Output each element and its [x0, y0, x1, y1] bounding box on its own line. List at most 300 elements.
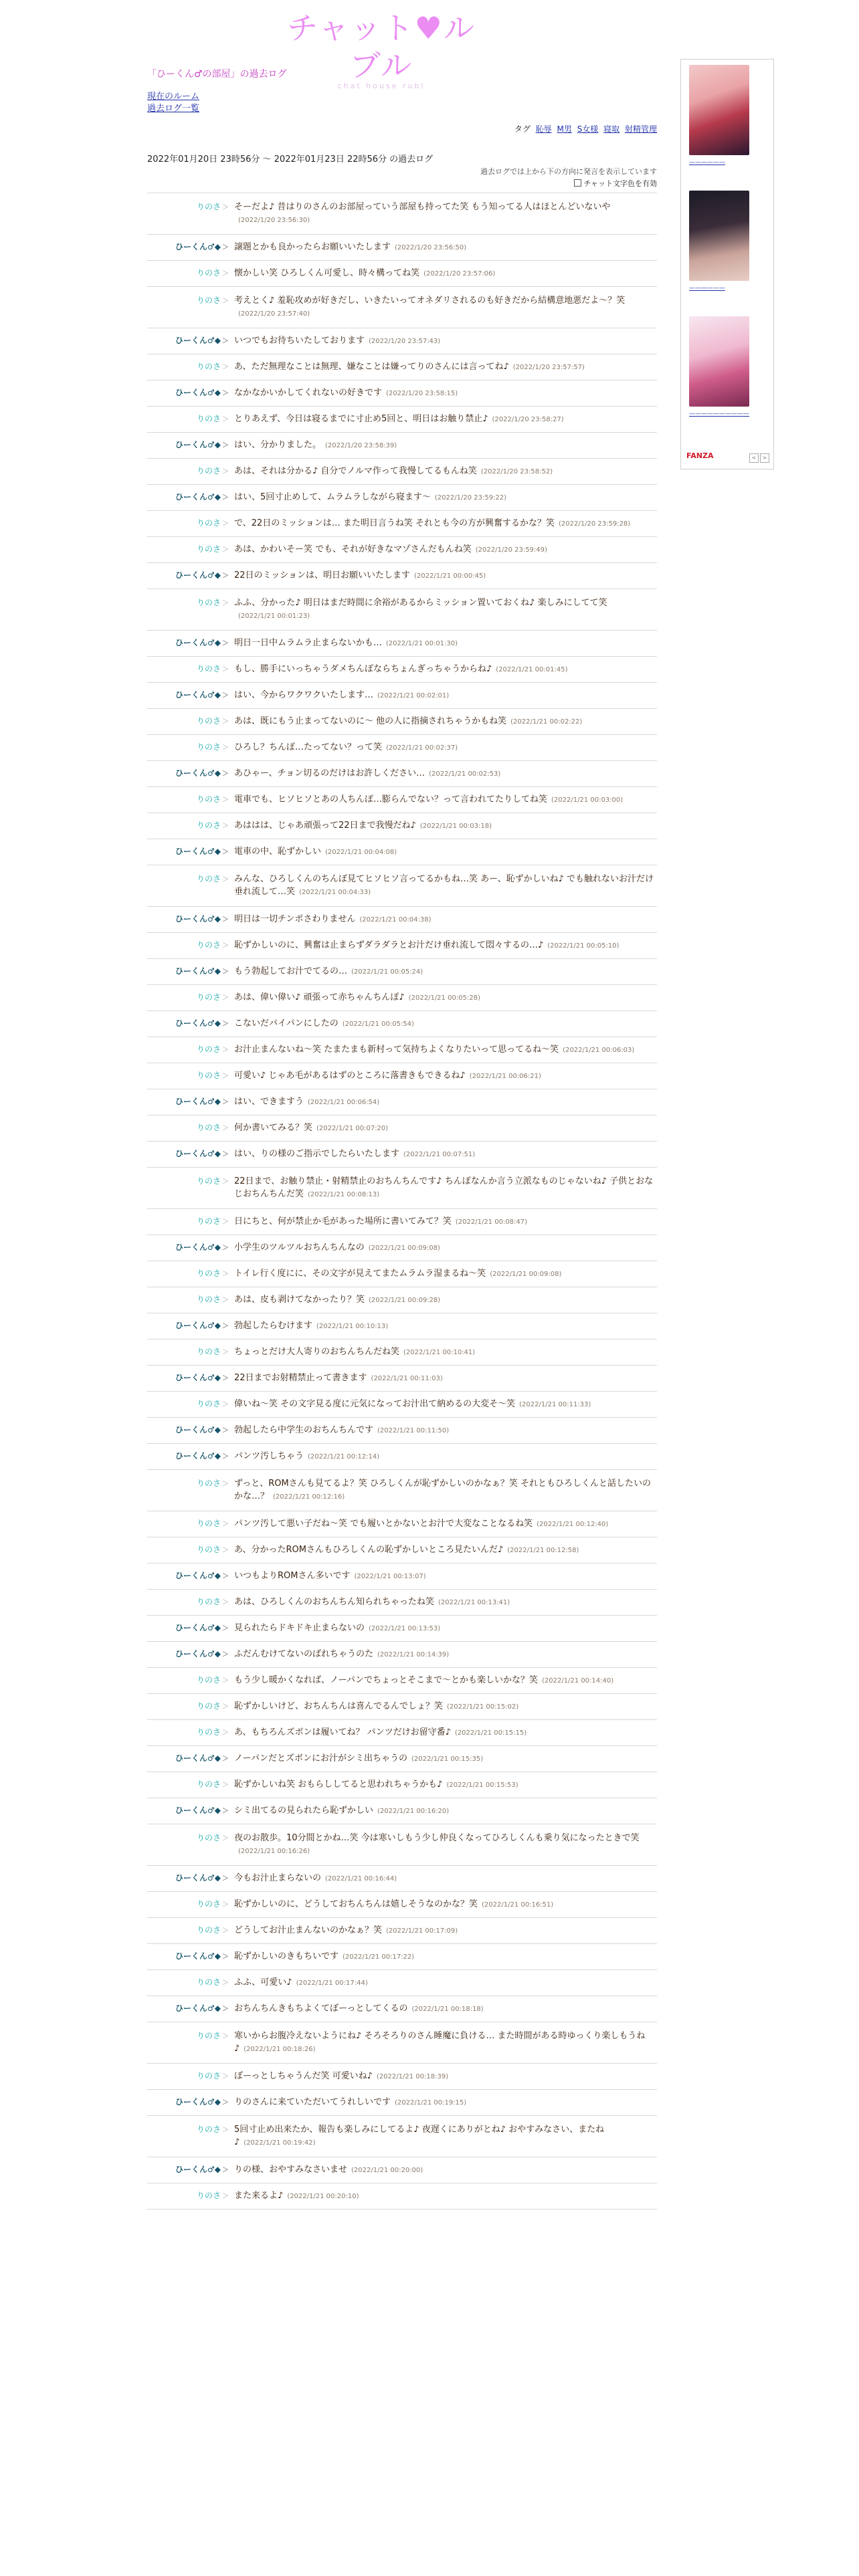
message-body	[234, 1424, 657, 1437]
message-body	[234, 1293, 657, 1307]
speaker-label: りのさ	[196, 1399, 221, 1408]
message-body	[234, 637, 657, 650]
pointer-icon: ＞	[222, 1178, 229, 1186]
log-list-link[interactable]: 過去ログ一覧	[147, 104, 200, 114]
message-body	[234, 1596, 657, 1609]
pointer-icon: ＞	[222, 823, 229, 830]
pointer-icon: ＞	[222, 942, 229, 950]
chat-row	[147, 1209, 657, 1235]
message-body	[234, 334, 657, 348]
speaker-label: りのさ	[196, 1977, 221, 1987]
tag-link[interactable]: 恥辱	[535, 124, 552, 134]
timestamp: (2022/1/21 00:12:16)	[273, 1493, 345, 1501]
message-body	[234, 2163, 657, 2177]
chat-row	[147, 683, 657, 709]
message-body	[234, 1017, 657, 1031]
pointer-icon: ＞	[222, 1927, 229, 1935]
speaker-label: ひーくん♂◆	[175, 440, 221, 449]
pointer-icon: ＞	[222, 718, 229, 726]
speaker-label: ひーくん♂◆	[175, 966, 221, 976]
pointer-icon: ＞	[222, 666, 229, 673]
chat-row	[147, 381, 657, 407]
message-text: みんな、ひろしくんのちんぽ見てヒソヒソ言ってるかもね…笑 あー、恥ずかしいね♪ でも触れないお汁だけ垂れ流して…笑	[234, 874, 654, 897]
chat-row	[147, 933, 657, 959]
speaker-label: りのさ	[196, 716, 221, 726]
tag-bar	[147, 123, 657, 134]
speaker-name	[147, 1319, 234, 1333]
speaker-name	[147, 913, 234, 926]
speaker-name	[147, 741, 234, 754]
pointer-icon: ＞	[222, 692, 229, 700]
speaker-name	[147, 767, 234, 780]
ad-banner[interactable]	[689, 191, 749, 292]
timestamp: (2022/1/20 23:59:28)	[559, 520, 631, 528]
pointer-icon: ＞	[222, 640, 229, 647]
pointer-icon: ＞	[222, 1375, 229, 1382]
chat-row	[147, 1798, 657, 1824]
speaker-label: りのさ	[196, 1701, 221, 1711]
speaker-label: りのさ	[196, 1176, 221, 1186]
main-content	[147, 67, 657, 2210]
message-body	[234, 201, 657, 227]
message-text: トイレ行く度にに、その文字が見えてまたムラムラ湿まるね〜笑	[234, 1269, 486, 1279]
chat-row	[147, 1996, 657, 2022]
chat-row	[147, 485, 657, 511]
message-text: あは、既にもう止まってないのに〜 他の人に指摘されちゃうかもね笑	[234, 716, 507, 726]
message-text: 電車の中、恥ずかしい	[234, 847, 322, 857]
chat-row	[147, 1366, 657, 1392]
speaker-name	[147, 1241, 234, 1255]
chat-row	[147, 1511, 657, 1537]
timestamp: (2022/1/21 00:15:53)	[446, 1782, 518, 1789]
speaker-label: ひーくん♂◆	[175, 492, 221, 502]
speaker-label: りのさ	[196, 2031, 221, 2040]
speaker-name	[147, 413, 234, 426]
message-body	[234, 1832, 657, 1858]
message-text: 22日までお射精禁止って書きます	[234, 1373, 367, 1383]
chat-row	[147, 1011, 657, 1037]
speaker-name	[147, 1752, 234, 1765]
message-body	[234, 569, 657, 582]
chat-row	[147, 287, 657, 328]
speaker-label: りのさ	[196, 1347, 221, 1356]
sidebar-ads	[680, 59, 774, 469]
speaker-label: りのさ	[196, 794, 221, 804]
speaker-name	[147, 543, 234, 556]
speaker-name	[147, 1293, 234, 1307]
speaker-label: ひーくん♂◆	[175, 1873, 221, 1883]
pointer-icon: ＞	[222, 1401, 229, 1408]
message-text: 夜のお散歩。10分間とかね…笑 今は寒いしもう少し仲良くなってひろしくんも乗り気になったときで笑	[234, 1833, 640, 1843]
fanza-logo[interactable]: FANZA	[686, 451, 714, 460]
chat-row	[147, 1970, 657, 1996]
timestamp: (2022/1/21 00:20:00)	[351, 2167, 423, 2174]
speaker-name	[147, 1043, 234, 1057]
timestamp: (2022/1/21 00:17:22)	[343, 1953, 415, 1961]
speaker-label: ひーくん♂◆	[175, 1149, 221, 1158]
ad-pager	[748, 449, 769, 463]
speaker-label: ひーくん♂◆	[175, 1018, 221, 1028]
chat-row	[147, 537, 657, 563]
speaker-label: ひーくん♂◆	[175, 2004, 221, 2013]
message-body	[234, 767, 657, 780]
timestamp: (2022/1/21 00:20:10)	[287, 2193, 359, 2200]
speaker-name	[147, 1700, 234, 1713]
message-body	[234, 1346, 657, 1359]
message-text: 考えとく♪ 羞恥攻めが好きだし、いきたいってオネダリされるのも好きだから結構意地悪だよ〜？笑	[234, 296, 626, 306]
chat-row	[147, 839, 657, 865]
pointer-icon: ＞	[222, 364, 229, 371]
message-text: あは、偉い偉い♪ 頑張って赤ちゃんちんぽ♪	[234, 992, 405, 1002]
message-text: どうしてお汁止まんないのかなぁ？笑	[234, 1925, 383, 1935]
chat-row	[147, 865, 657, 907]
message-body	[234, 1700, 657, 1713]
speaker-name	[147, 1872, 234, 1885]
message-body	[234, 939, 657, 952]
speaker-label: ひーくん♂◆	[175, 2097, 221, 2107]
pointer-icon: ＞	[222, 994, 229, 1002]
message-body	[234, 2002, 657, 2016]
chat-row	[147, 433, 657, 459]
prev-icon[interactable]: <	[749, 453, 759, 463]
message-body	[234, 965, 657, 978]
ad-caption[interactable]: ——————————	[689, 411, 749, 417]
message-text: もし、勝手にいっちゃうダメちんぽならちょんぎっちゃうからね♪	[234, 664, 492, 674]
timestamp: (2022/1/20 23:56:30)	[238, 217, 310, 224]
ad-image[interactable]	[689, 65, 749, 155]
pointer-icon: ＞	[222, 1953, 229, 1961]
chat-row	[147, 907, 657, 933]
speaker-label: りのさ	[196, 940, 221, 950]
pointer-icon: ＞	[222, 468, 229, 475]
timestamp: (2022/1/21 00:06:21)	[469, 1073, 541, 1080]
chat-row	[147, 1892, 657, 1918]
message-text: 見られたらドキドキ止まらないの	[234, 1623, 365, 1633]
message-text: あ、ただ無理なことは無理、嫌なことは嫌ってりのさんには言ってね♪	[234, 362, 509, 372]
speaker-label: ひーくん♂◆	[175, 1753, 221, 1763]
tag-link[interactable]: 射精管理	[624, 124, 657, 134]
message-body	[234, 819, 657, 833]
speaker-label: りのさ	[196, 466, 221, 475]
message-body	[234, 1148, 657, 1161]
speaker-label: ひーくん♂◆	[175, 1373, 221, 1382]
chat-row	[147, 1235, 657, 1261]
timestamp: (2022/1/21 00:12:58)	[507, 1547, 579, 1554]
timestamp: (2022/1/21 00:15:35)	[411, 1755, 484, 1763]
pointer-icon: ＞	[222, 876, 229, 883]
speaker-name	[147, 360, 234, 374]
color-checkbox[interactable]	[574, 179, 581, 187]
message-body	[234, 1622, 657, 1635]
message-body	[234, 2070, 657, 2083]
pointer-icon: ＞	[222, 442, 229, 449]
message-text: 寒いからお腹冷えないようにね♪ そろそろりのさん睡魔に負ける… また時間がある時ゆっくり楽しもうね♪	[234, 2031, 646, 2054]
speaker-label: りのさ	[196, 296, 221, 305]
timestamp: (2022/1/21 00:19:15)	[395, 2099, 467, 2107]
chat-row	[147, 511, 657, 537]
speaker-name	[147, 2070, 234, 2083]
speaker-label: りのさ	[196, 2125, 221, 2134]
speaker-label: ひーくん♂◆	[175, 1571, 221, 1580]
chat-row	[147, 407, 657, 433]
message-text: 譲題とかも良かったらお願いいたします	[234, 242, 391, 252]
pointer-icon: ＞	[222, 1901, 229, 1909]
pointer-icon: ＞	[222, 1349, 229, 1356]
speaker-label: ひーくん♂◆	[175, 570, 221, 580]
timestamp: (2022/1/21 00:11:50)	[377, 1427, 450, 1434]
message-body	[234, 1570, 657, 1583]
speaker-label: ひーくん♂◆	[175, 1321, 221, 1330]
timestamp: (2022/1/21 00:11:33)	[519, 1401, 591, 1408]
speaker-name	[147, 1069, 234, 1083]
chat-row	[147, 985, 657, 1011]
speaker-name	[147, 1950, 234, 1963]
timestamp: (2022/1/20 23:58:15)	[386, 390, 458, 397]
message-body	[234, 715, 657, 728]
message-text: あは、ひろしくんのおちんちん知られちゃったね笑	[234, 1597, 435, 1607]
speaker-name	[147, 1267, 234, 1281]
message-text: ふふ、可愛い♪	[234, 1977, 292, 1988]
message-text: 22日まで、お触り禁止・射精禁止のおちんちんです♪ ちんぽなんか言う立派なものじゃないね♪ 子供とおなじおちんちんだ笑	[234, 1176, 654, 1199]
timestamp: (2022/1/21 00:05:28)	[408, 994, 480, 1002]
speaker-label: ひーくん♂◆	[175, 768, 221, 778]
chat-row	[147, 2157, 657, 2183]
logo-subtitle: chat house rubl	[337, 82, 425, 90]
pointer-icon: ＞	[222, 494, 229, 502]
speaker-label: りのさ	[196, 1597, 221, 1606]
speaker-label: りのさ	[196, 1479, 221, 1488]
pointer-icon: ＞	[222, 1835, 229, 1842]
message-body	[234, 1175, 657, 1201]
timestamp: (2022/1/21 00:08:13)	[308, 1191, 380, 1198]
message-body	[234, 1543, 657, 1557]
chat-row	[147, 709, 657, 735]
message-body	[234, 517, 657, 530]
message-text: いつもよりROMさん多いです	[234, 1571, 351, 1581]
timestamp: (2022/1/21 00:13:07)	[354, 1573, 426, 1580]
chat-row	[147, 1642, 657, 1668]
timestamp: (2022/1/21 00:11:03)	[371, 1375, 443, 1382]
chat-row	[147, 1063, 657, 1089]
speaker-name	[147, 845, 234, 859]
pointer-icon: ＞	[222, 1755, 229, 1763]
order-note: 過去ログでは上から下の方向に発言を表示しています	[480, 167, 657, 176]
message-body	[234, 1674, 657, 1687]
speaker-name	[147, 1596, 234, 1609]
message-text: 今もお汁止まらないの	[234, 1873, 322, 1883]
speaker-name	[147, 689, 234, 702]
chat-row	[147, 2183, 657, 2210]
message-body	[234, 1898, 657, 1911]
timestamp: (2022/1/21 00:16:51)	[482, 1901, 554, 1909]
timestamp: (2022/1/20 23:56:50)	[395, 244, 467, 251]
message-text: あは、それは分かる♪ 自分でノルマ作って我慢してるもんね笑	[234, 466, 477, 476]
timestamp: (2022/1/21 00:15:15)	[454, 1729, 527, 1737]
ad-image[interactable]	[689, 191, 749, 281]
speaker-name	[147, 793, 234, 807]
message-text: パンツ汚して悪い子だね〜笑 でも履いとかないとお汁で大変なことなるね笑	[234, 1519, 533, 1529]
message-text: 恥ずかしいね笑 おもらししてると思われちゃうかも♪	[234, 1780, 443, 1790]
timestamp: (2022/1/21 00:02:53)	[429, 770, 501, 778]
speaker-name	[147, 1175, 234, 1201]
timestamp: (2022/1/21 00:04:08)	[325, 849, 397, 856]
message-body	[234, 1398, 657, 1411]
message-text: 何か書いてみる？笑	[234, 1123, 313, 1133]
message-text: 5回寸止め出来たか、報告も楽しみにしてるよ♪ 夜遅くにありがとね♪ おやすみなさい、またね♪	[234, 2125, 605, 2147]
log-range: 2022年01月20日 23時56分 ～ 2022年01月23日 22時56分 の過去ログ	[147, 154, 434, 165]
speaker-label: りのさ	[196, 1899, 221, 1909]
chat-row	[147, 1392, 657, 1418]
timestamp: (2022/1/21 00:16:26)	[238, 1848, 310, 1855]
chat-row	[147, 1115, 657, 1142]
timestamp: (2022/1/21 00:09:08)	[368, 1245, 440, 1252]
chat-row	[147, 328, 657, 354]
timestamp: (2022/1/21 00:12:40)	[537, 1521, 609, 1528]
chat-row	[147, 193, 657, 235]
message-text: こないだパイパンにしたの	[234, 1018, 339, 1029]
speaker-label: ひーくん♂◆	[175, 336, 221, 345]
message-body	[234, 873, 657, 899]
speaker-label: りのさ	[196, 1269, 221, 1278]
timestamp: (2022/1/21 00:04:33)	[299, 889, 371, 896]
pointer-icon: ＞	[222, 916, 229, 924]
timestamp: (2022/1/20 23:57:57)	[512, 364, 585, 371]
logo-text: チャット♥ルブル	[287, 10, 476, 84]
chat-row	[147, 813, 657, 839]
message-text: とりあえず、今日は寝るまでに寸止め5回と、明日はお触り禁止♪	[234, 414, 488, 424]
message-body	[234, 1976, 657, 1990]
chat-row	[147, 1444, 657, 1470]
current-room-link[interactable]: 現在のルーム	[147, 92, 200, 102]
message-text: 可愛い♪ じゃあ毛があるはずのところに落書きもできるね♪	[234, 1071, 466, 1081]
pointer-icon: ＞	[222, 1021, 229, 1028]
chat-row	[147, 1089, 657, 1115]
chat-row	[147, 1590, 657, 1616]
pointer-icon: ＞	[222, 1151, 229, 1158]
speaker-name	[147, 491, 234, 504]
chat-row	[147, 459, 657, 485]
pointer-icon: ＞	[222, 1125, 229, 1132]
message-text: おちんちんきもちよくてぼーっとしてくるの	[234, 2004, 408, 2014]
message-text: あは、皮も剥けてなかったり？笑	[234, 1295, 365, 1305]
pointer-icon: ＞	[222, 1547, 229, 1554]
message-text: あははは、じゃあ頑張って22日まで我慢だね♪	[234, 821, 416, 831]
tag-link[interactable]: S女様	[577, 124, 599, 134]
pointer-icon: ＞	[222, 849, 229, 856]
message-text: 恥ずかしいけど、おちんちんは喜んでるんでしょ？笑	[234, 1701, 444, 1711]
speaker-name	[147, 1017, 234, 1031]
message-body	[234, 1517, 657, 1531]
timestamp: (2022/1/21 00:02:37)	[386, 744, 458, 752]
speaker-name	[147, 597, 234, 623]
message-body	[234, 2096, 657, 2109]
message-text: 明日一日中ムラムラ止まらないかも…	[234, 638, 382, 648]
speaker-label: りのさ	[196, 664, 221, 673]
message-body	[234, 2030, 657, 2056]
speaker-name	[147, 2002, 234, 2016]
speaker-label: ひーくん♂◆	[175, 1951, 221, 1961]
message-text: 22日のミッションは、明日お願いいたします	[234, 570, 411, 580]
speaker-name	[147, 2096, 234, 2109]
next-icon[interactable]: >	[760, 453, 769, 463]
speaker-name	[147, 819, 234, 833]
timestamp: (2022/1/21 00:17:44)	[296, 1979, 368, 1987]
site-logo[interactable]	[281, 9, 482, 90]
pointer-icon: ＞	[222, 1521, 229, 1528]
speaker-name	[147, 1346, 234, 1359]
pointer-icon: ＞	[222, 204, 229, 211]
speaker-name	[147, 465, 234, 478]
chat-log	[147, 193, 657, 2210]
speaker-label: りのさ	[196, 268, 221, 278]
chat-row	[147, 1720, 657, 1746]
chat-row	[147, 1918, 657, 1944]
chat-row	[147, 354, 657, 381]
speaker-label: りのさ	[196, 544, 221, 554]
pointer-icon: ＞	[222, 416, 229, 423]
speaker-name	[147, 1976, 234, 1990]
speaker-name	[147, 2163, 234, 2177]
message-text: パンツ汚しちゃう	[234, 1451, 304, 1461]
speaker-label: りのさ	[196, 1727, 221, 1737]
timestamp: (2022/1/21 00:14:39)	[377, 1651, 450, 1658]
message-text: 懐かしい笑 ひろしくん可愛し、時々構ってね笑	[234, 268, 420, 278]
speaker-label: りのさ	[196, 518, 221, 528]
message-body	[234, 741, 657, 754]
ad-banner[interactable]	[689, 65, 749, 166]
ad-banner[interactable]	[689, 316, 749, 417]
pointer-icon: ＞	[222, 1073, 229, 1080]
timestamp: (2022/1/21 00:03:00)	[551, 796, 624, 804]
tag-link[interactable]: 寝取	[603, 124, 620, 134]
pointer-icon: ＞	[222, 1245, 229, 1252]
chat-row	[147, 735, 657, 761]
speaker-name	[147, 387, 234, 400]
message-body	[234, 1477, 657, 1503]
color-toggle[interactable]	[147, 178, 657, 189]
message-body	[234, 845, 657, 859]
message-text: はい、できますう	[234, 1097, 304, 1107]
chat-row	[147, 1694, 657, 1720]
chat-row	[147, 1313, 657, 1339]
ad-image[interactable]	[689, 316, 749, 407]
chat-row	[147, 1142, 657, 1168]
speaker-name	[147, 1517, 234, 1531]
speaker-name	[147, 569, 234, 582]
message-text: あは、かわいそー笑 でも、それが好きなマゾさんだもんね笑	[234, 544, 472, 554]
speaker-name	[147, 1424, 234, 1437]
chat-row	[147, 2022, 657, 2064]
message-body	[234, 1950, 657, 1963]
ad-caption[interactable]: ——————	[689, 285, 725, 292]
chat-row	[147, 787, 657, 813]
message-text: はい、分かりました。	[234, 440, 322, 450]
tag-link[interactable]: M男	[557, 124, 572, 134]
timestamp: (2022/1/21 00:16:20)	[377, 1808, 450, 1815]
ad-caption[interactable]: ——————	[689, 159, 725, 166]
pointer-icon: ＞	[222, 2073, 229, 2080]
pointer-icon: ＞	[222, 546, 229, 554]
pointer-icon: ＞	[222, 244, 229, 251]
speaker-name	[147, 1215, 234, 1228]
speaker-name	[147, 1570, 234, 1583]
chat-row	[147, 1944, 657, 1970]
message-body	[234, 439, 657, 452]
message-text: また来るよ♪	[234, 2191, 284, 2201]
timestamp: (2022/1/20 23:58:52)	[480, 468, 553, 475]
chat-row	[147, 1339, 657, 1366]
timestamp: (2022/1/21 00:13:53)	[369, 1625, 441, 1632]
